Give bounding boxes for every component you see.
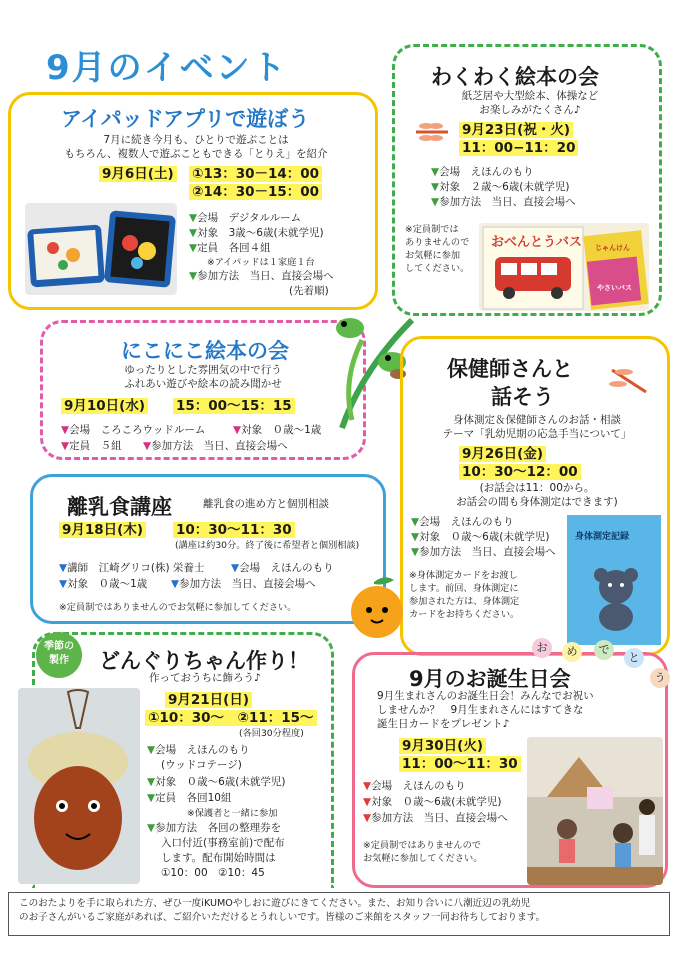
ipad-time1: ①13：30－14：00: [189, 163, 322, 183]
nikoniko-event-box: [40, 320, 366, 460]
donguri-venue2: (ウッドコテージ): [161, 759, 242, 771]
ipad-photo: [25, 203, 177, 295]
birthday-title: 9月のお誕生日会: [409, 667, 571, 691]
omedetou-char-1: お: [532, 638, 552, 658]
birthday-note: ※定員制ではありませんので お気軽に参加してください。: [363, 840, 483, 864]
dragonfly-icon: [412, 118, 452, 146]
donguri-target: ▼対象 ０歳～6歳(未就学児): [147, 776, 286, 788]
ipad-date: 9月6日(土): [99, 163, 177, 183]
donguri-date: 9月21日(日): [165, 689, 252, 709]
book3-title: やさいバス: [597, 284, 632, 292]
wakuwaku-venue: ▼会場 えほんのもり: [431, 166, 534, 178]
ipad-capacity: ▼定員 各回４組: [189, 242, 271, 254]
ipad-note: ※アイパッドは１家庭１台: [207, 257, 315, 268]
ipad-title: アイパッドアプリで遊ぼう: [61, 107, 310, 131]
wakuwaku-note: ※定員制では ありませんので お気軽に参加 してください。: [405, 224, 470, 274]
wakuwaku-date: 9月23日(祝・火): [459, 119, 573, 139]
donguri-method2: 入口付近(事務室前)で配布: [161, 837, 285, 849]
hokenshi-title1: 保健師さんと: [447, 357, 573, 381]
hokenshi-sub: (お話会は11：00から。 お話会の間も身体測定はできます): [456, 482, 618, 508]
birthday-desc: 9月生まれさんのお誕生日会！みんなでお祝い しませんか？ 9月生まれさんにはすてきな 誕生日カードをプレゼント♪: [377, 690, 594, 730]
book1-title: おべんとうバス: [491, 235, 583, 250]
donguri-sub: (各回30分程度): [239, 728, 304, 739]
omedetou-char-4: と: [624, 648, 644, 668]
hokenshi-venue: ▼会場 えほんのもり: [411, 516, 514, 528]
footer-message: このおたよりを手に取られた方、ぜひ一度iKUMOやしおに遊びにきてください。また、お知り合いに八潮近辺の乳幼児 のお子さんがいるご家庭があれば、ご紹介いただけるとうれしいです。皆様のご来館をスタッフ一同お待ちしております。: [8, 892, 670, 936]
donguri-title: どんぐりちゃん作り！: [99, 649, 309, 673]
donguri-venue: ▼会場 えほんのもり: [147, 744, 250, 756]
donguri-desc: 作っておうちに飾ろう♪: [149, 672, 261, 684]
wakuwaku-target: ▼対象 ２歳～6歳(未就学児): [431, 181, 570, 193]
ipad-target: ▼対象 3歳～6歳(未就学児): [189, 227, 324, 239]
card-title: 身体測定記録: [575, 532, 630, 542]
rinyu-method: ▼参加方法 当日、直接会場へ: [171, 578, 316, 590]
rinyu-sub: (講座は約30分。終了後に希望者と個別相談): [175, 540, 360, 551]
nikoniko-venue: ▼会場 ころころウッドルーム: [61, 424, 206, 436]
wakuwaku-desc: 紙芝居や大型絵本、体操など お楽しみがたくさん♪: [461, 90, 599, 116]
rinyu-target: ▼対象 ０歳～1歳: [59, 578, 148, 590]
birthday-date: 9月30日(火): [399, 735, 486, 755]
omedetou-char-3: で: [594, 640, 614, 660]
birthday-venue: ▼会場 えほんのもり: [363, 780, 466, 792]
rinyu-lecturer: ▼講師 江崎グリコ(株) 栄養士: [59, 562, 205, 574]
rinyu-note: ※定員制ではありませんのでお気軽に参加してください。: [59, 602, 297, 613]
book2-title: じゃんけん: [595, 244, 630, 252]
acorn-craft-photo: [18, 688, 140, 884]
ipad-desc: 7月に続き今月も、ひとりで遊ぶことは もちろん、複数人で遊ぶこともできる「とりえ」を紹介: [64, 134, 328, 160]
bear-icon: [589, 565, 643, 631]
rinyu-venue: ▼会場 えほんのもり: [231, 562, 334, 574]
seasonal-craft-badge: 季節の 製作: [36, 632, 82, 678]
measurement-card: [567, 515, 661, 645]
ipad-event-box: [8, 92, 378, 310]
nikoniko-method: ▼参加方法 当日、直接会場へ: [143, 440, 288, 452]
rinyu-time: 10：30～11：30: [173, 519, 295, 539]
ipad-method: ▼参加方法 当日、直接会場へ: [189, 270, 334, 282]
nikoniko-desc: ゆったりとした雰囲気の中で行う ふれあい遊びや絵本の読み聞かせ: [124, 364, 282, 390]
nikoniko-date: 9月10日(水): [61, 395, 148, 415]
ipad-time2: ②14：30－15：00: [189, 181, 322, 201]
hokenshi-date: 9月26日(金): [459, 443, 546, 463]
dragonfly-icon: [606, 364, 652, 398]
omedetou-char-2: め: [562, 642, 582, 662]
wakuwaku-method: ▼参加方法 当日、直接会場へ: [431, 196, 576, 208]
rinyu-date: 9月18日(木): [59, 519, 146, 539]
hokenshi-target: ▼対象 ０歳～6歳(未就学児): [411, 531, 550, 543]
birthday-time: 11：00～11：30: [399, 753, 521, 773]
picture-books-photo: [479, 223, 649, 311]
hokenshi-note: ※身体測定カードをお渡し します。前回、身体測定に 参加された方は、身体測定 カードをお持ちください。: [409, 570, 520, 620]
rinyu-title: 離乳食講座: [67, 495, 172, 519]
birthday-target: ▼対象 ０歳～6歳(未就学児): [363, 796, 502, 808]
nikoniko-title: にこにこ絵本の会: [121, 339, 289, 363]
hokenshi-desc: 身体測定＆保健師さんのお話・相談 テーマ「乳幼児期の応急手当について」: [442, 414, 632, 440]
wakuwaku-title: わくわく絵本の会: [431, 65, 599, 89]
orange-mascot-icon: [344, 574, 410, 640]
donguri-time: ①10：30～ ②11：15～: [145, 707, 317, 727]
donguri-method3: します。配布開始時間は: [161, 852, 276, 864]
wakuwaku-time: 11：00−11：20: [459, 137, 578, 157]
donguri-capacity: ▼定員 各回10組: [147, 792, 232, 804]
nikoniko-capacity: ▼定員 ５組: [61, 440, 122, 452]
nikoniko-target: ▼対象 ０歳～1歳: [233, 424, 322, 436]
wakuwaku-event-box: [392, 44, 662, 316]
donguri-method4: ①10：00 ②10：45: [161, 867, 265, 879]
ipad-method2: (先着順): [289, 285, 329, 297]
page-title: 9月のイベント: [46, 48, 288, 88]
nikoniko-time: 15：00～15：15: [173, 395, 295, 415]
omedetou-bubbles: [528, 632, 678, 692]
rinyu-subtitle: 離乳食の進め方と個別相談: [203, 498, 329, 510]
rinyu-event-box: [30, 474, 386, 624]
ipad-venue: ▼会場 デジタルルーム: [189, 212, 302, 224]
donguri-method1: ▼参加方法 各回の整理券を: [147, 822, 282, 834]
omedetou-char-5: う: [650, 668, 670, 688]
birthday-party-photo: [527, 737, 663, 885]
hokenshi-title2: 話そう: [491, 385, 554, 409]
hokenshi-time: 10：30～12：00: [459, 461, 581, 481]
hokenshi-method: ▼参加方法 当日、直接会場へ: [411, 546, 556, 558]
birthday-method: ▼参加方法 当日、直接会場へ: [363, 812, 508, 824]
donguri-note: ※保護者と一緒に参加: [187, 808, 278, 819]
